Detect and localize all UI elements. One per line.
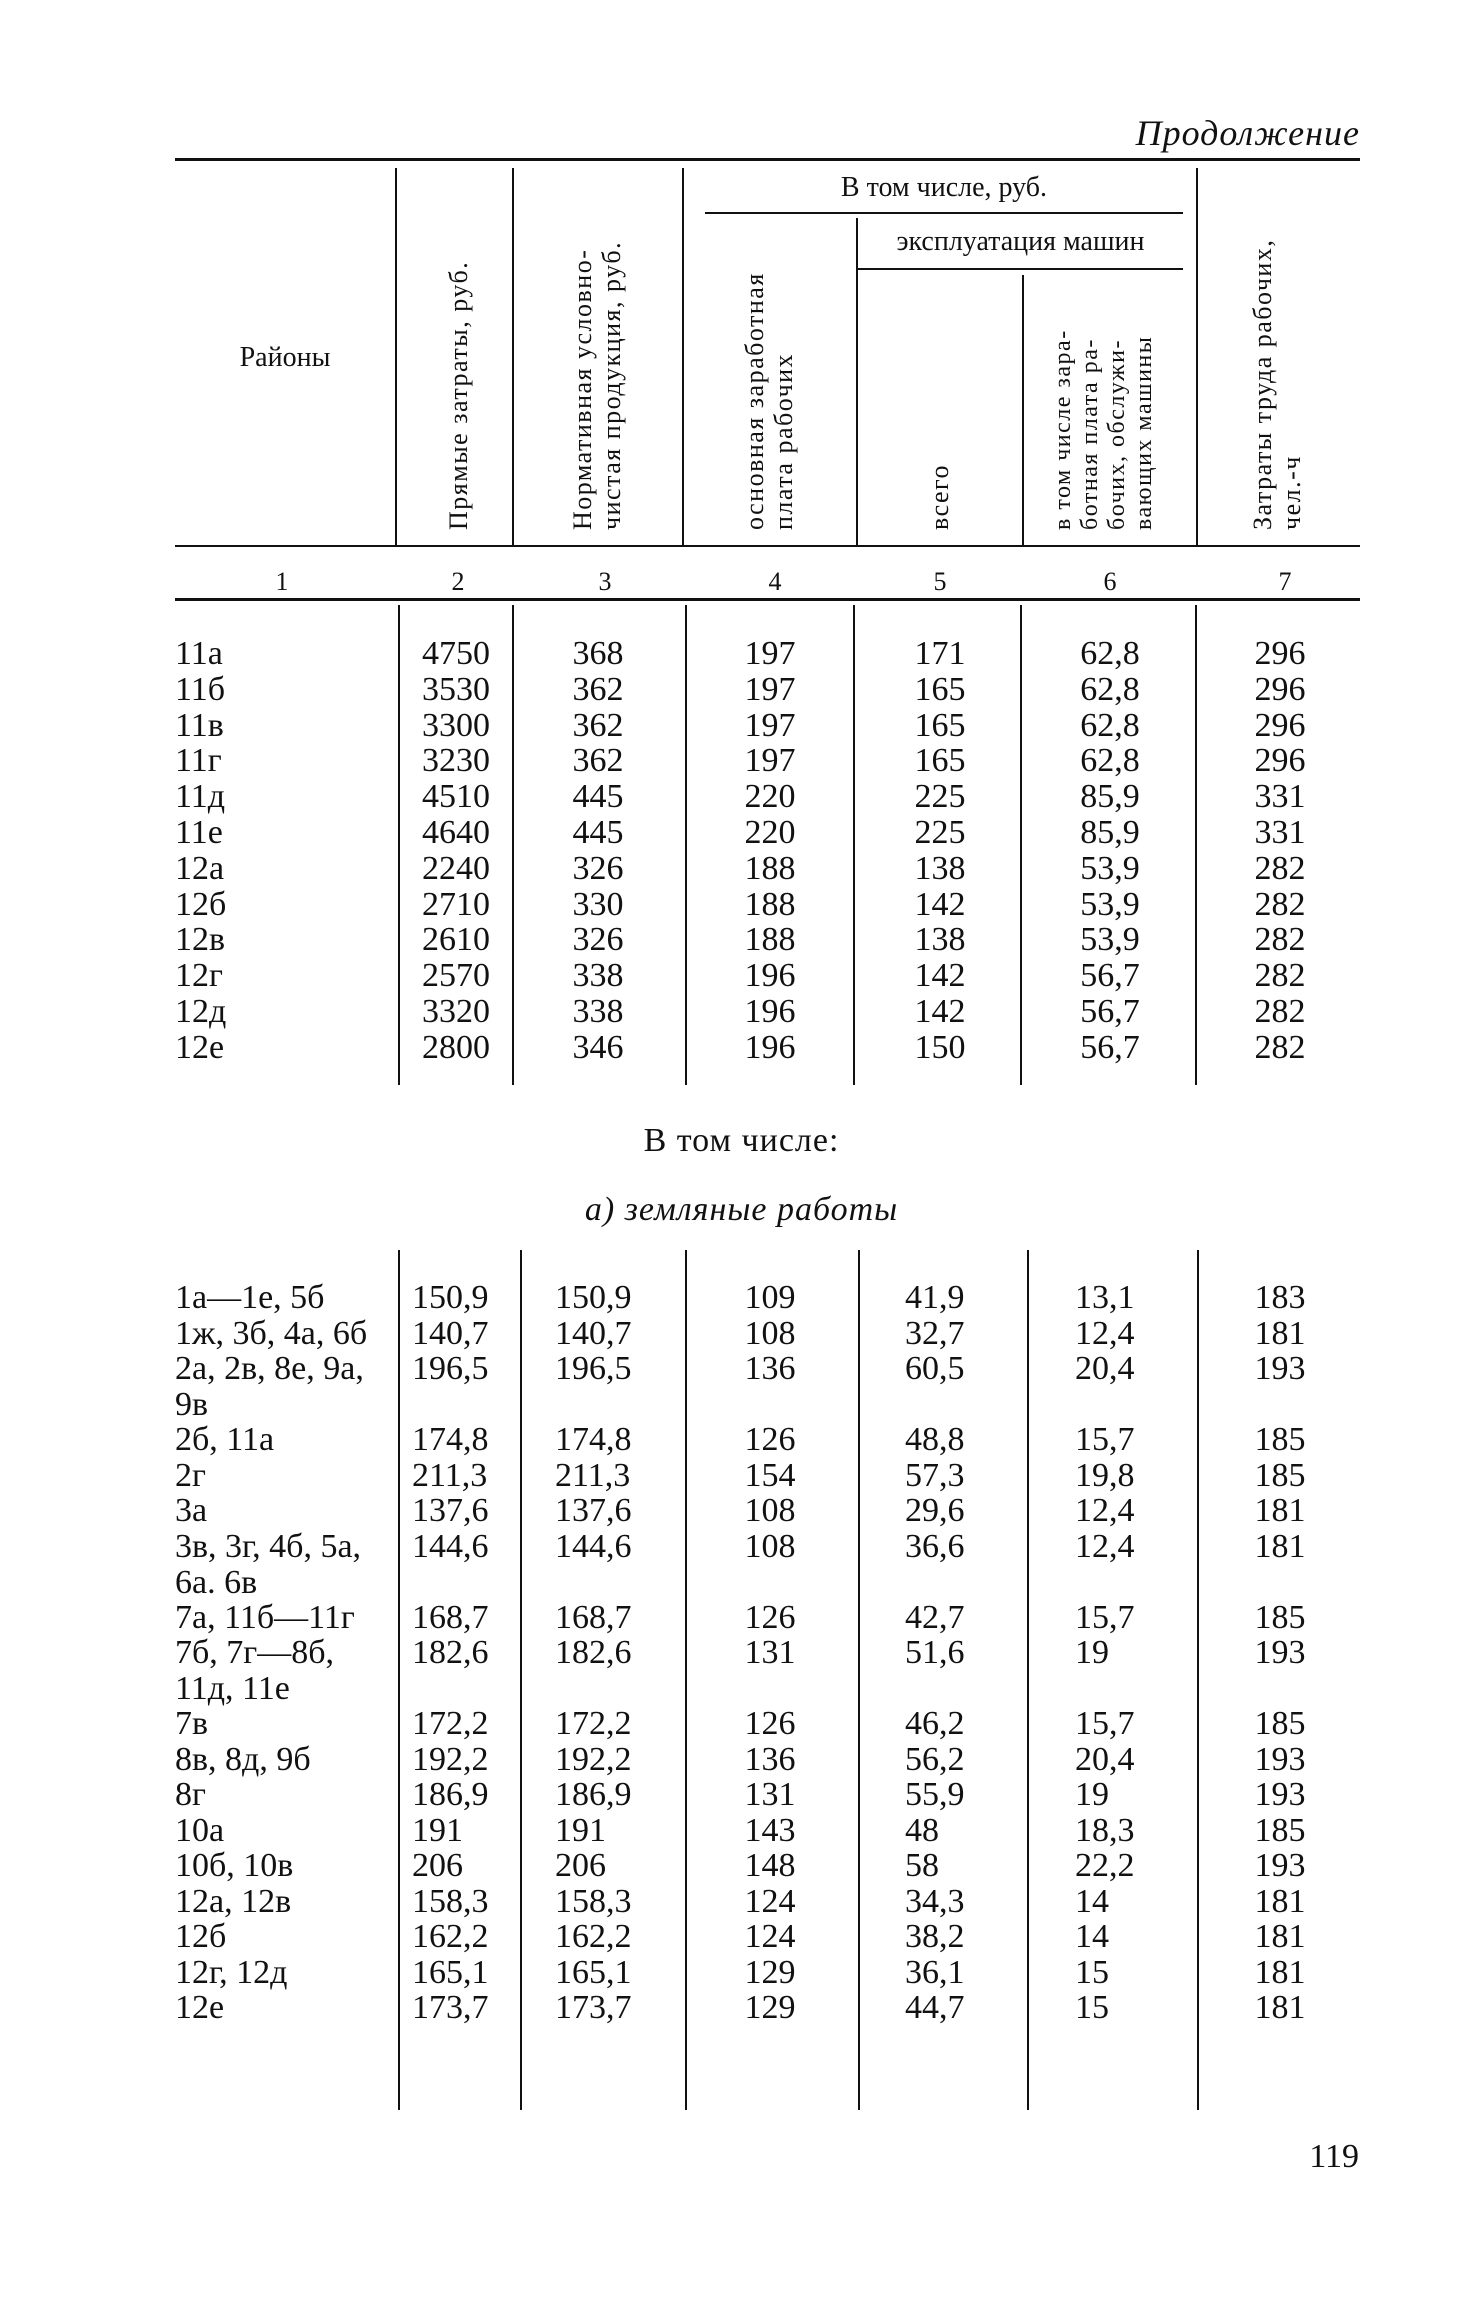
table-cell: 165,1 — [555, 1954, 632, 1991]
table-row-region: 1а—1е, 5б — [175, 1279, 325, 1316]
table-cell: 140,7 — [555, 1315, 632, 1352]
table-cell: 193 — [1254, 1634, 1306, 1671]
table-row-region: 12а, 12в — [175, 1883, 292, 1920]
table-cell: 137,6 — [555, 1492, 632, 1529]
table-cell: 148 — [744, 1847, 796, 1884]
table-cell: 144,6 — [412, 1528, 489, 1565]
table-row-region: 3в, 3г, 4б, 5а, — [175, 1528, 362, 1565]
table-cell: 138 — [914, 921, 966, 958]
table-cell: 12,4 — [1075, 1528, 1135, 1565]
table-cell: 22,2 — [1075, 1847, 1135, 1884]
table-cell: 181 — [1254, 1989, 1306, 2026]
table-cell: 282 — [1254, 1029, 1306, 1066]
table-cell: 51,6 — [905, 1634, 965, 1671]
table-cell: 56,7 — [1080, 957, 1140, 994]
table-cell: 12,4 — [1075, 1315, 1135, 1352]
header-top-rule — [175, 158, 1360, 161]
table-cell: 193 — [1254, 1741, 1306, 1778]
table-cell: 108 — [744, 1315, 796, 1352]
table-cell: 56,2 — [905, 1741, 965, 1778]
table1-divider — [398, 605, 400, 1085]
table-row-region: 7а, 11б—11г — [175, 1599, 355, 1636]
table-row-region: 2г — [175, 1457, 206, 1494]
table-cell: 62,8 — [1080, 635, 1140, 672]
column-number: 5 — [933, 567, 947, 596]
table-cell: 193 — [1254, 1350, 1306, 1387]
table-cell: 62,8 — [1080, 742, 1140, 779]
table-row-region: 3а — [175, 1492, 208, 1529]
table2-divider — [685, 1250, 687, 2110]
table-cell: 126 — [744, 1421, 796, 1458]
table-cell: 331 — [1254, 814, 1306, 851]
table2-divider — [858, 1250, 860, 2110]
table-cell: 181 — [1254, 1883, 1306, 1920]
table-cell: 124 — [744, 1918, 796, 1955]
table-cell: 181 — [1254, 1492, 1306, 1529]
table-cell: 172,2 — [555, 1705, 632, 1742]
table-cell: 192,2 — [412, 1741, 489, 1778]
table2-divider — [398, 1250, 400, 2110]
table-cell: 196,5 — [555, 1350, 632, 1387]
table-row-region: 11б — [175, 671, 226, 708]
table2-divider — [1197, 1250, 1199, 2110]
table-cell: 346 — [572, 1029, 624, 1066]
table-cell: 191 — [412, 1812, 463, 1849]
table-cell: 282 — [1254, 957, 1306, 994]
table-cell: 34,3 — [905, 1883, 965, 1920]
table-cell: 131 — [744, 1776, 796, 1813]
table-cell: 192,2 — [555, 1741, 632, 1778]
table-cell: 326 — [572, 921, 624, 958]
table-cell: 338 — [572, 993, 624, 1030]
table1-divider — [685, 605, 687, 1085]
table-cell: 211,3 — [555, 1457, 631, 1494]
table-cell: 142 — [914, 957, 966, 994]
header-including: В том числе, руб. — [840, 172, 1048, 203]
table-cell: 362 — [572, 707, 624, 744]
table-cell: 42,7 — [905, 1599, 965, 1636]
table-cell: 188 — [744, 886, 796, 923]
table-cell: 108 — [744, 1492, 796, 1529]
table-cell: 225 — [914, 814, 966, 851]
table-cell: 19 — [1075, 1776, 1109, 1813]
table-cell: 131 — [744, 1634, 796, 1671]
column-number: 7 — [1278, 567, 1292, 596]
table-cell: 129 — [744, 1954, 796, 1991]
table-cell: 15 — [1075, 1954, 1109, 1991]
table-cell: 108 — [744, 1528, 796, 1565]
table-cell: 220 — [744, 814, 796, 851]
header-machine-wage: в том числе зара- ботная плата ра- бочих, обслужи- вающих машины — [1050, 329, 1157, 530]
table-cell: 32,7 — [905, 1315, 965, 1352]
table-row-region: 12б — [175, 1918, 227, 1955]
table-row-region: 12е — [175, 1989, 225, 2026]
table-cell: 174,8 — [412, 1421, 489, 1458]
table-cell: 53,9 — [1080, 921, 1140, 958]
table-cell: 20,4 — [1075, 1350, 1135, 1387]
table-cell: 196 — [744, 957, 796, 994]
table-cell: 15,7 — [1075, 1421, 1135, 1458]
header-total: всего — [925, 463, 954, 530]
table-cell: 196 — [744, 1029, 796, 1066]
header-bottom-rule — [175, 545, 1360, 547]
table-row-region: 12д — [175, 993, 227, 1030]
table-cell: 445 — [572, 778, 624, 815]
table-cell: 165,1 — [412, 1954, 489, 1991]
table-cell: 282 — [1254, 850, 1306, 887]
table-cell: 182,6 — [555, 1634, 632, 1671]
page-number: 119 — [1309, 2138, 1359, 2175]
table-row-region: 10а — [175, 1812, 225, 1849]
table-cell: 211,3 — [412, 1457, 488, 1494]
table-cell: 168,7 — [555, 1599, 632, 1636]
table-cell: 193 — [1254, 1847, 1306, 1884]
table-cell: 185 — [1254, 1599, 1306, 1636]
table-cell: 4510 — [422, 778, 490, 815]
table-cell: 4640 — [422, 814, 490, 851]
table-cell: 185 — [1254, 1421, 1306, 1458]
table-cell: 136 — [744, 1741, 796, 1778]
table-cell: 2570 — [422, 957, 490, 994]
table-cell: 206 — [412, 1847, 463, 1884]
table-cell: 282 — [1254, 993, 1306, 1030]
table-cell: 197 — [744, 742, 796, 779]
table1-divider — [1020, 605, 1022, 1085]
header-divider — [1022, 275, 1024, 546]
table-cell: 282 — [1254, 921, 1306, 958]
table-row-region: 12е — [175, 1029, 225, 1066]
table-row-region: 11д — [175, 778, 226, 815]
table-cell: 197 — [744, 635, 796, 672]
column-number: 3 — [598, 567, 612, 596]
header-divider — [395, 168, 397, 546]
table-row-region: 2б, 11а — [175, 1421, 275, 1458]
header-divider — [856, 218, 858, 546]
table-cell: 188 — [744, 921, 796, 958]
table-cell: 48 — [905, 1812, 939, 1849]
table-cell: 445 — [572, 814, 624, 851]
colnum-bottom-rule — [175, 598, 1360, 601]
table-cell: 174,8 — [555, 1421, 632, 1458]
continuation-label: Продолжение — [1135, 113, 1360, 153]
table-cell: 144,6 — [555, 1528, 632, 1565]
table-cell: 154 — [744, 1457, 796, 1494]
including-label: В том числе: — [643, 1122, 840, 1159]
table-cell: 56,7 — [1080, 1029, 1140, 1066]
table-cell: 296 — [1254, 742, 1306, 779]
table-cell: 326 — [572, 850, 624, 887]
table-cell: 143 — [744, 1812, 796, 1849]
table-cell: 296 — [1254, 635, 1306, 672]
table-cell: 142 — [914, 993, 966, 1030]
table1-divider — [1195, 605, 1197, 1085]
table-cell: 58 — [905, 1847, 939, 1884]
table-cell: 15 — [1075, 1989, 1109, 2026]
header-regions: Районы — [239, 342, 331, 373]
header-divider — [682, 168, 684, 546]
table-cell: 15,7 — [1075, 1705, 1135, 1742]
table-cell: 3230 — [422, 742, 490, 779]
table-row-region: 1ж, 3б, 4а, 6б — [175, 1315, 368, 1352]
header-direct-costs: Прямые затраты, руб. — [444, 260, 473, 530]
table-cell: 193 — [1254, 1776, 1306, 1813]
table-cell: 3320 — [422, 993, 490, 1030]
table-cell: 186,9 — [412, 1776, 489, 1813]
table-cell: 124 — [744, 1883, 796, 1920]
table-cell: 140,7 — [412, 1315, 489, 1352]
table-row-region: 11а — [175, 635, 223, 672]
table-cell: 183 — [1254, 1279, 1306, 1316]
table-cell: 2240 — [422, 850, 490, 887]
column-number: 1 — [275, 567, 289, 596]
table-cell: 60,5 — [905, 1350, 965, 1387]
table-row-region: 12г, 12д — [175, 1954, 288, 1991]
table-cell: 137,6 — [412, 1492, 489, 1529]
table-row-region: 12б — [175, 886, 227, 923]
table1-divider — [512, 605, 514, 1085]
table-cell: 165 — [914, 671, 966, 708]
table-cell: 4750 — [422, 635, 490, 672]
header-divider — [512, 168, 514, 546]
table-cell: 14 — [1075, 1883, 1109, 1920]
table-cell: 55,9 — [905, 1776, 965, 1813]
table-row-region: 12г — [175, 957, 223, 994]
table-cell: 165 — [914, 707, 966, 744]
table-cell: 181 — [1254, 1954, 1306, 1991]
table-cell: 188 — [744, 850, 796, 887]
table-cell: 150,9 — [412, 1279, 489, 1316]
table-cell: 191 — [555, 1812, 606, 1849]
table-cell: 185 — [1254, 1705, 1306, 1742]
table-cell: 220 — [744, 778, 796, 815]
subsection-title: а) земляные работы — [584, 1191, 899, 1228]
table-cell: 182,6 — [412, 1634, 489, 1671]
table-cell: 36,6 — [905, 1528, 965, 1565]
table-row-region-cont: 11д, 11е — [175, 1670, 290, 1707]
table-cell: 172,2 — [412, 1705, 489, 1742]
column-number: 2 — [451, 567, 465, 596]
table-cell: 53,9 — [1080, 886, 1140, 923]
table-cell: 158,3 — [555, 1883, 632, 1920]
table-cell: 18,3 — [1075, 1812, 1135, 1849]
table-cell: 197 — [744, 671, 796, 708]
table-cell: 362 — [572, 671, 624, 708]
table-cell: 338 — [572, 957, 624, 994]
table-cell: 53,9 — [1080, 850, 1140, 887]
table-cell: 2610 — [422, 921, 490, 958]
table-cell: 48,8 — [905, 1421, 965, 1458]
table-cell: 36,1 — [905, 1954, 965, 1991]
table-cell: 173,7 — [412, 1989, 489, 2026]
table-cell: 282 — [1254, 886, 1306, 923]
table-cell: 57,3 — [905, 1457, 965, 1494]
table-cell: 165 — [914, 742, 966, 779]
table-cell: 46,2 — [905, 1705, 965, 1742]
table1-divider — [853, 605, 855, 1085]
table-cell: 158,3 — [412, 1883, 489, 1920]
table-cell: 173,7 — [555, 1989, 632, 2026]
table-row-region: 11е — [175, 814, 223, 851]
table-cell: 14 — [1075, 1918, 1109, 1955]
table2-divider — [1027, 1250, 1029, 2110]
table-cell: 13,1 — [1075, 1279, 1135, 1316]
table-cell: 185 — [1254, 1457, 1306, 1494]
table-cell: 196,5 — [412, 1350, 489, 1387]
table-cell: 109 — [744, 1279, 796, 1316]
table-cell: 181 — [1254, 1315, 1306, 1352]
table-cell: 150 — [914, 1029, 966, 1066]
table-row-region-cont: 9в — [175, 1386, 209, 1423]
table-cell: 41,9 — [905, 1279, 965, 1316]
table-cell: 136 — [744, 1350, 796, 1387]
table-row-region: 2а, 2в, 8е, 9а, — [175, 1350, 364, 1387]
table-cell: 85,9 — [1080, 814, 1140, 851]
table-cell: 138 — [914, 850, 966, 887]
table-cell: 196 — [744, 993, 796, 1030]
table-cell: 150,9 — [555, 1279, 632, 1316]
header-base-wage: основная заработная плата рабочих — [740, 272, 798, 530]
table-row-region: 10б, 10в — [175, 1847, 294, 1884]
table-cell: 362 — [572, 742, 624, 779]
table-cell: 331 — [1254, 778, 1306, 815]
table-row-region: 12а — [175, 850, 225, 887]
table-cell: 197 — [744, 707, 796, 744]
table-cell: 296 — [1254, 707, 1306, 744]
table-cell: 162,2 — [555, 1918, 632, 1955]
table-row-region: 8г — [175, 1776, 206, 1813]
table-cell: 162,2 — [412, 1918, 489, 1955]
table-cell: 3530 — [422, 671, 490, 708]
table-cell: 171 — [914, 635, 966, 672]
table-cell: 38,2 — [905, 1918, 965, 1955]
table-cell: 296 — [1254, 671, 1306, 708]
table-cell: 85,9 — [1080, 778, 1140, 815]
table-cell: 181 — [1254, 1528, 1306, 1565]
table-cell: 225 — [914, 778, 966, 815]
header-labor-costs: Затраты труда рабочих, чел.-ч — [1248, 238, 1306, 530]
table-row-region: 7в — [175, 1705, 209, 1742]
table-row-region: 12в — [175, 921, 226, 958]
machines-rule — [858, 268, 1183, 270]
table-cell: 168,7 — [412, 1599, 489, 1636]
column-number: 6 — [1103, 567, 1117, 596]
table-row-region: 7б, 7г—8б, — [175, 1634, 335, 1671]
table-cell: 129 — [744, 1989, 796, 2026]
table-cell: 142 — [914, 886, 966, 923]
table-cell: 330 — [572, 886, 624, 923]
table-cell: 2710 — [422, 886, 490, 923]
table-cell: 126 — [744, 1599, 796, 1636]
table-cell: 20,4 — [1075, 1741, 1135, 1778]
header-machine-operation: эксплуатация машин — [896, 226, 1145, 257]
header-divider — [1196, 168, 1198, 546]
table-cell: 3300 — [422, 707, 490, 744]
table-row-region: 11г — [175, 742, 222, 779]
table-cell: 206 — [555, 1847, 606, 1884]
table-cell: 126 — [744, 1705, 796, 1742]
table-cell: 19 — [1075, 1634, 1109, 1671]
table-cell: 29,6 — [905, 1492, 965, 1529]
including-rule — [705, 212, 1183, 214]
table-cell: 186,9 — [555, 1776, 632, 1813]
column-number: 4 — [768, 567, 782, 596]
table-cell: 44,7 — [905, 1989, 965, 2026]
table-cell: 181 — [1254, 1918, 1306, 1955]
table-cell: 368 — [572, 635, 624, 672]
table-row-region: 11в — [175, 707, 224, 744]
table-cell: 62,8 — [1080, 671, 1140, 708]
table-row-region-cont: 6а. 6в — [175, 1564, 258, 1601]
table-cell: 12,4 — [1075, 1492, 1135, 1529]
table-cell: 62,8 — [1080, 707, 1140, 744]
table2-divider — [520, 1250, 522, 2110]
table-cell: 56,7 — [1080, 993, 1140, 1030]
table-cell: 185 — [1254, 1812, 1306, 1849]
table-row-region: 8в, 8д, 9б — [175, 1741, 311, 1778]
table-cell: 19,8 — [1075, 1457, 1135, 1494]
table-cell: 15,7 — [1075, 1599, 1135, 1636]
header-normative-product: Нормативная условно- чистая продукция, руб. — [568, 240, 626, 530]
table-cell: 2800 — [422, 1029, 490, 1066]
